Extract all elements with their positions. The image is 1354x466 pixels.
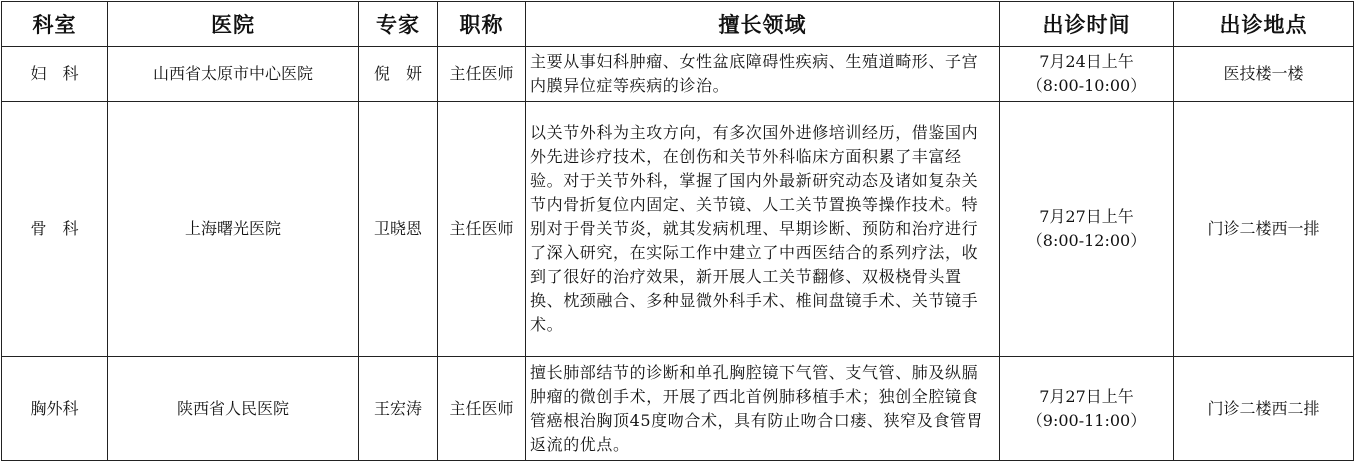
cell-hospital: 陕西省人民医院 [108, 357, 359, 461]
cell-specialty: 以关节外科为主攻方向，有多次国外进修培训经历，借鉴国内外先进诊疗技术，在创伤和关节外科临床方面积累了丰富经验。对于关节外科，掌握了国内外最新研究动态及诸如复杂关节内骨折复位内固定、关节镜、人工关节置换等操作技术。特别对于骨关节炎，就其发病机理、早期诊断、预防和治疗进行了深入研究，在实际工作中建立了中西医结合的系列疗法，收到了很好的治疗效果，新开展人工关节翻修、双极桡骨头置换、枕颈融合、多种显微外科手术、椎间盘镜手术、关节镜手术。 [526, 102, 1000, 357]
time-date: 7月27日上午 [1039, 207, 1134, 226]
cell-dept: 妇 科 [2, 47, 108, 102]
cell-dept: 骨 科 [2, 102, 108, 357]
table-row [2, 47, 1354, 102]
header-time: 出诊时间 [1000, 2, 1174, 47]
cell-location: 门诊二楼西二排 [1174, 357, 1354, 461]
cell-expert: 王宏涛 [359, 357, 438, 461]
header-title: 职称 [438, 2, 526, 47]
cell-hospital: 山西省太原市中心医院 [108, 47, 359, 102]
table-row [2, 357, 1354, 461]
header-expert: 专家 [359, 2, 438, 47]
table-row [2, 102, 1354, 357]
cell-title: 主任医师 [438, 102, 526, 357]
cell-time [1000, 102, 1174, 357]
cell-expert: 卫晓恩 [359, 102, 438, 357]
cell-location: 医技楼一楼 [1174, 47, 1354, 102]
header-row [2, 2, 1354, 47]
time-hours: （8:00-10:00） [1026, 76, 1147, 95]
time-date: 7月24日上午 [1039, 52, 1134, 71]
clinic-schedule-table [1, 1, 1354, 461]
cell-dept: 胸外科 [2, 357, 108, 461]
time-date: 7月27日上午 [1039, 386, 1134, 406]
time-hours: （8:00-12:00） [1026, 231, 1147, 250]
cell-specialty: 擅长肺部结节的诊断和单孔胸腔镜下气管、支气管、肺及纵膈肿瘤的微创手术，开展了西北首例肺移植手术；独创全腔镜食管癌根治胸顶45度吻合术，具有防止吻合口瘘、狭窄及食管胃返流的优点。 [526, 357, 1000, 461]
cell-title: 主任医师 [438, 47, 526, 102]
cell-hospital: 上海曙光医院 [108, 102, 359, 357]
time-hours: （9:00-11:00） [1026, 410, 1147, 430]
cell-location: 门诊二楼西一排 [1174, 102, 1354, 357]
header-location: 出诊地点 [1174, 2, 1354, 47]
header-hospital: 医院 [108, 2, 359, 47]
header-dept: 科室 [2, 2, 108, 47]
cell-time [1000, 357, 1174, 461]
header-specialty: 擅长领域 [526, 2, 1000, 47]
cell-title: 主任医师 [438, 357, 526, 461]
cell-specialty: 主要从事妇科肿瘤、女性盆底障碍性疾病、生殖道畸形、子宫内膜异位症等疾病的诊治。 [526, 47, 1000, 102]
cell-time [1000, 47, 1174, 102]
cell-expert: 倪 妍 [359, 47, 438, 102]
